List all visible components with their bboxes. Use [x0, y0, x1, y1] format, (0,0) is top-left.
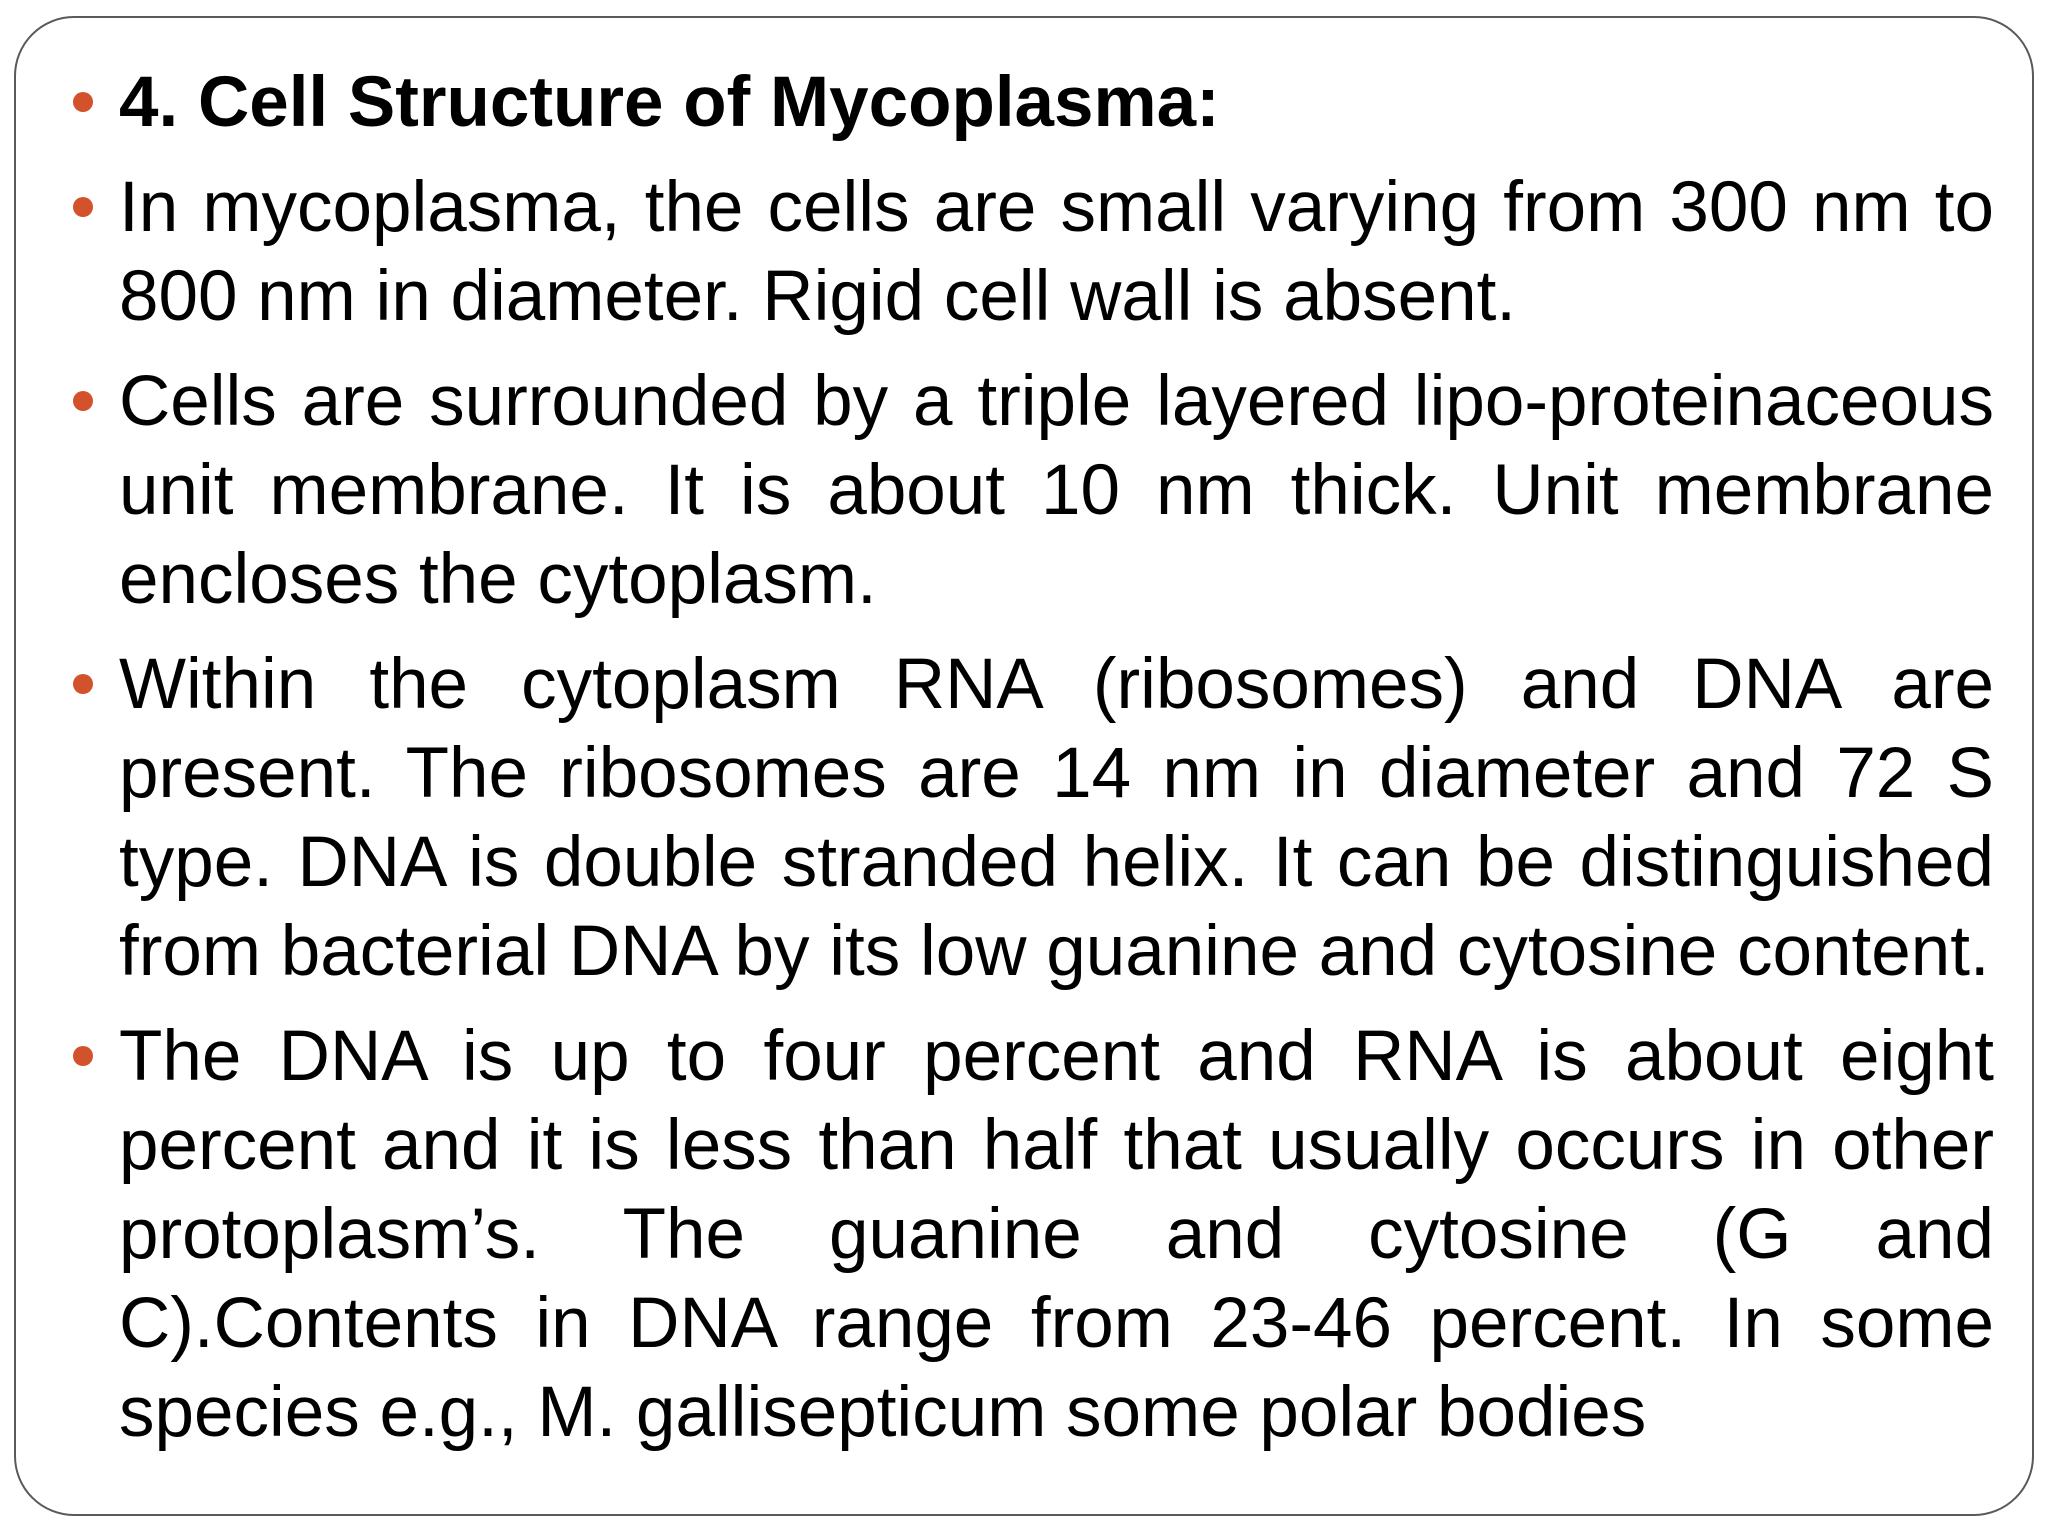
bullet-text: The DNA is up to four percent and RNA is about eight percent and it is less than half that usually occurs in other protoplasm’s. The guanine and cytosine (G and C).Contents in DNA range from 23-46 percent. In some species e.g., M. gallisepticum some polar bodies — [119, 1017, 1994, 1452]
bullet-dot-icon — [73, 92, 93, 112]
bullet-dot-icon — [73, 197, 93, 217]
bullet-dot-icon — [73, 391, 93, 411]
bullet-item-cell-size — [119, 163, 1994, 341]
bullet-item-dna-content — [119, 1012, 1994, 1457]
bullet-text: In mycoplasma, the cells are small varying from 300 nm to 800 nm in diameter. Rigid cell wall is absent. — [119, 168, 1994, 336]
bullet-item-heading — [119, 58, 1994, 147]
bullet-text: Within the cytoplasm RNA (ribosomes) and DNA are present. The ribosomes are 14 nm in diameter and 72 S type. DNA is double stranded helix. It can be distinguished from bacterial DNA by its low guanine and cytosine content. — [119, 645, 1994, 991]
bullet-list — [119, 58, 1994, 1473]
bullet-item-membrane — [119, 357, 1994, 624]
bullet-dot-icon — [73, 1046, 93, 1066]
bullet-dot-icon — [73, 674, 93, 694]
bullet-item-cytoplasm — [119, 640, 1994, 996]
bullet-text: Cells are surrounded by a triple layered lipo-proteinaceous unit membrane. It is about 10 nm thick. Unit membrane encloses the cytoplasm. — [119, 362, 1994, 619]
bullet-text: 4. Cell Structure of Mycoplasma: — [119, 63, 1220, 142]
slide-frame — [14, 16, 2034, 1516]
